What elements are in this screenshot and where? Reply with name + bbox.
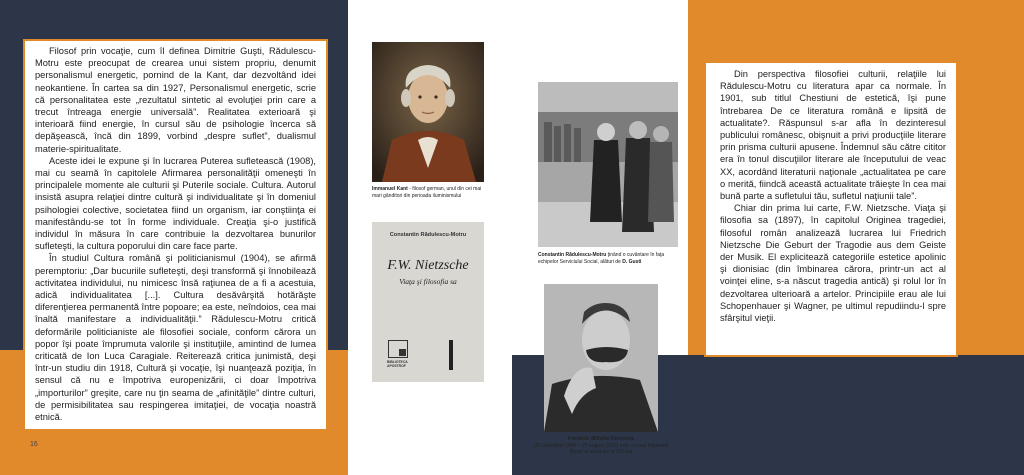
motru-caption-name: Constantin Rădulescu-Motru: [538, 252, 607, 258]
nietzsche-photo-icon: [544, 284, 658, 432]
nietzsche-caption-name: Friedrich Wilhelm Nietzsche: [567, 436, 635, 442]
kant-portrait-icon: [372, 42, 484, 182]
motru-caption-gusti: D. Gusti: [622, 258, 642, 265]
publisher-logo-icon: [388, 340, 408, 358]
kant-caption-text: - filosof german, unul din cei mai mari gânditori din perioada iluminismului: [372, 186, 482, 199]
book-cover: [372, 222, 484, 382]
kant-caption: [372, 186, 484, 199]
nietzsche-photo: [544, 284, 658, 432]
book-cover-title: F.W. Nietzsche: [387, 258, 469, 273]
left-paragraph-3: În studiul Cultura română şi politicianismul (1904), se afirmă peremptoriu: „Dar bucuriile sufleteşti, deşi transformă şi înnobilează activitatea individului, nu nimicesc însă raţiunea de a fi a acestuia, adică individualitatea [...]. Cultura desăvârşită hotărăşte diferenţierea permanentă între popoare; ea este, neîndoios, cea mai înaltă manifestare a individualităţii.” Rădulescu-Motru critică deformările politicianiste ale filosofiei sociale, conform cărora un popor îşi poate împrumuta valorile şi instituţiile, amintind de lumea criticată de Ion Luca Caragiale. Reiterează critica junimistă, deşi într-un studiu din 1918, Cultură şi vocaţie, îşi nuanţează poziţia, în sensul că nu e împotriva europenizării, ci doar împotriva „importurilor” greşite, care nu ţin seama de „afinităţile” dintre culturi, de permisibilitatea sau respingerea imitaţiei, de vocaţia noastră etnică.: [35, 253, 316, 423]
right-text-box: [704, 61, 958, 357]
page-number: 16: [30, 441, 38, 448]
book-cover-bar: [449, 340, 453, 370]
motru-photo: [538, 82, 678, 247]
right-paragraph-1: Din perspectiva filosofiei culturii, relaţiile lui Rădulescu-Motru cu literatura apar ca normale. În 1901, sub titlul Chestiuni de estetică, îşi pune întrebarea De ce literatura română e lipsită de actualitate?. Răspunsul s-ar afla în dezinteresul publicului românesc, obişnuit a privi producţiile literare prin prisma culturii apusene. Îndemnul său către cititor era în tonul discuţiilor literare ale începutului de veac XX, acordând literaturii naţionale „actualitatea pe care o merită, fiindcă această actualitate trăieşte în cea mai bună parte a sufletului tău, sufletul naţiunii tale”.: [720, 69, 946, 202]
motru-caption-text: ţinând o cuvântare în faţa echipelor Serviciului Social, alături de: [538, 252, 665, 265]
book-cover-subtitle: Viaţa şi filosofia sa: [399, 277, 457, 286]
book-cover-author: Constantin Rădulescu-Motru: [389, 232, 467, 238]
nietzsche-caption: [528, 436, 674, 456]
book-cover-publisher: BIBLIOTECA APOSTROF: [387, 360, 408, 368]
left-paragraph-1: Filosof prin vocaţie, cum îl definea Dimitrie Guşti, Rădulescu-Motru este preocupat de crearea unui sistem propriu, denumit personalismul energetic, pornind de la Kant, dar dezvoltând idei neokantiene. În cartea sa din 1927, Personalismul energetic, scrie că personalitatea este „rezultatul sintetic al evoluţiei prin care a trecut întreaga energie universală”. Realitatea exterioară şi interioară fiind energie, în cursul său de psihologie încerca să depăşească, încă din 1899, vorbind „despre suflet”, dualismul materie-spiritualitate.: [35, 46, 316, 154]
right-paragraph-2: Chiar din prima lui carte, F.W. Nietzsche. Viaţa şi filosofia sa (1897), în capitolul Originea tragediei, filosoful român analizează lucrarea lui Friedrich Nietzsche Die Geburt der Tragodie aus dem Geiste der Musik. El explicitează categoriile estetice apolinic şi dionisiac (din îmbinarea cărora, printr-un act al voinţei eline, s-a născut tragedia antică) şi rolul lor în dezvoltarea ulterioară a artelor. Principiile erau ale lui Schopenhauer şi Wagner, pe ultimul repudiindu-l spre sfârşitul vieţii.: [720, 203, 946, 324]
left-text-box: [23, 39, 328, 431]
left-paragraph-2: Aceste idei le expune şi în lucrarea Puterea sufletească (1908), mai cu seamă în capitolele Afirmarea personalităţii omeneşti în principalele momente ale culturii şi Puterile sociale. Cultura. Autorul insistă asupra relaţiei dintre cultură şi individualitate şi în domeniul psihologiei colective, societatea fiind un organism, iar conştiinţa ei manifestându-se tot în forme individuale. Creaţia şi-o justifică individul în măsura în care contribuie la dezvoltarea bunurilor sufleteşti, la cultura poporului din care face parte.: [35, 155, 316, 252]
kant-portrait: [372, 42, 484, 182]
kant-caption-name: Immanuel Kant: [372, 186, 408, 192]
nietzsche-caption-text: (15 octombrie 1844 – 25 august 1900) este cel mai important filosof al secolului al XIX-lea: [533, 442, 669, 455]
motru-caption: [538, 252, 680, 265]
motru-photo-icon: [538, 82, 678, 247]
